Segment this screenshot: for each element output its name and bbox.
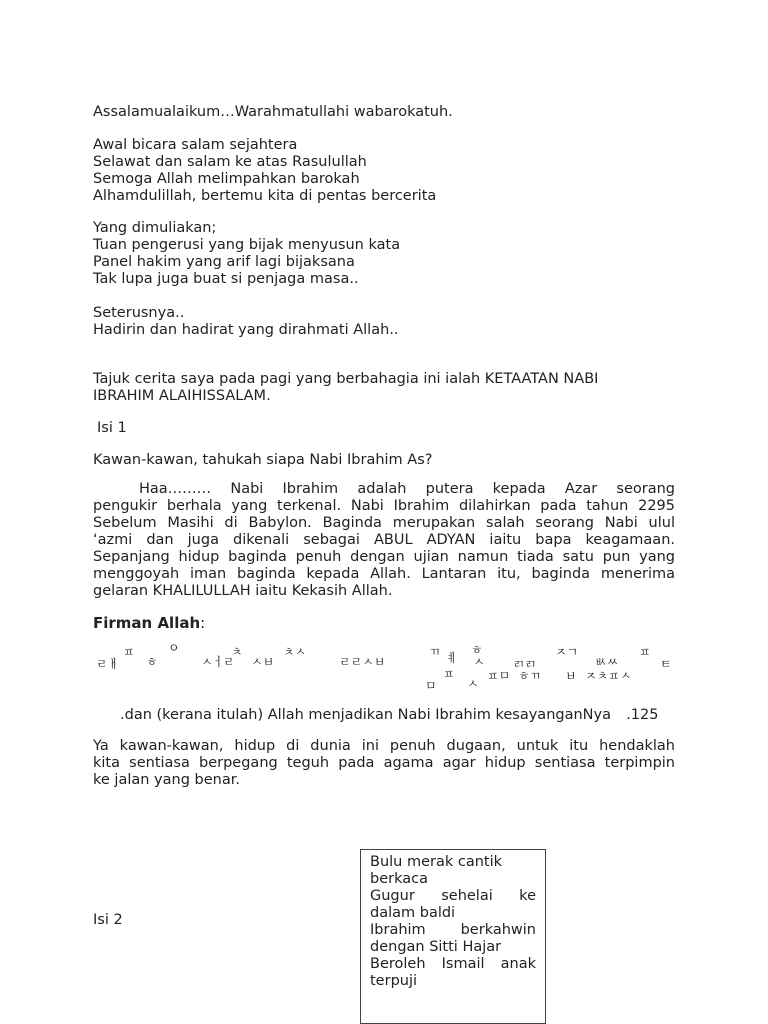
glyph: ㅈㄱ [555, 645, 579, 659]
closing-paragraph [93, 738, 675, 789]
pantun-line: Gugur sehelai ke [370, 888, 536, 904]
glyph: ㅎㄲ [518, 669, 542, 683]
opening-verse [93, 137, 675, 205]
pantun-line: Beroleh Ismail anak [370, 956, 536, 972]
glyph: ㅈㅊㅍㅅ [585, 669, 632, 683]
glyph: ㅄㅆ [595, 655, 619, 669]
story-title-line: Tajuk cerita saya pada pagi yang berbahagia ini ialah KETAATAN NABI [93, 371, 599, 387]
paragraph-line: pengukir berhala yang terkenal. Nabi Ibrahim dilahirkan pada tahun 2295 [93, 498, 675, 514]
question [93, 452, 675, 469]
glyph: ㅅㅂ [251, 655, 275, 669]
pantun-line: terpuji [370, 973, 418, 989]
opening-verse-line: Alhamdulillah, bertemu kita di pentas bercerita [93, 188, 437, 204]
salutation-line: Panel hakim yang arif lagi bijaksana [93, 254, 355, 270]
isi1-heading [97, 420, 127, 437]
paragraph-line: Sepanjang hidup baginda penuh dengan ujian namun tiada satu pun yang [93, 549, 675, 565]
glyph: ㅖ [446, 651, 458, 665]
paragraph-line: menggoyah iman baginda kepada Allah. Lantaran itu, baginda menerima [93, 566, 675, 582]
verse-number: .125 [626, 707, 659, 723]
glyph: ㅇ [168, 641, 180, 655]
glyph: ㅌ [660, 657, 672, 671]
opening-verse-line: Selawat dan salam ke atas Rasulullah [93, 154, 367, 170]
glyph: ㅎ [471, 643, 483, 657]
salutation-line: Yang dimuliakan; [93, 220, 217, 236]
glyph: ㄺㄺ [513, 657, 537, 671]
salutation-line: Tak lupa juga buat si penjaga masa.. [93, 271, 359, 287]
paragraph-line: gelaran KHALILULLAH iaitu Kekasih Allah. [93, 583, 393, 599]
translation-text: .dan (kerana itulah) Allah menjadikan Nabi Ibrahim kesayanganNya [120, 707, 611, 723]
pantun-line: dalam baldi [370, 905, 456, 921]
story-title [93, 371, 675, 405]
paragraph-line: Sebelum Masihi di Babylon. Baginda merupakan salah seorang Nabi ulul [93, 515, 675, 531]
glyph: ㄹㄹㅅㅂ [339, 655, 386, 669]
pantun-line: dengan Sitti Hajar [370, 939, 502, 955]
firman-colon: : [200, 614, 206, 632]
closing-line: kita sentiasa berpegang teguh pada agama agar hidup sentiasa terpimpin [93, 755, 675, 771]
glyph: ㄹㅐ [96, 657, 120, 671]
isi2-heading [93, 912, 123, 929]
glyph: ㅊㅅ [283, 645, 307, 659]
pantun-line: berkaca [370, 871, 428, 887]
glyph: ㅅ [473, 655, 485, 669]
closing-line: ke jalan yang benar. [93, 772, 240, 788]
paragraph-line: ‘azmi dan juga dikenali sebagai ABUL ADYAN iaitu bapa keagamaan. [93, 532, 675, 548]
greeting [93, 104, 675, 121]
continuation [93, 305, 675, 339]
glyph: ㄹ [223, 655, 235, 669]
question-text: Kawan-kawan, tahukah siapa Nabi Ibrahim As? [93, 452, 433, 468]
salutation-line: Tuan pengerusi yang bijak menyusun kata [93, 237, 401, 253]
greeting-text: Assalamualaikum…Warahmatullahi wabarokatuh. [93, 104, 453, 120]
firman-heading [93, 615, 205, 632]
glyph: ㅍ [639, 645, 651, 659]
pantun-line: Ibrahim berkahwin [370, 922, 536, 938]
glyph: ㅍ [123, 645, 135, 659]
paragraph-line: Haa……… Nabi Ibrahim adalah putera kepada Azar seorang [139, 481, 675, 497]
isi2-heading-text: Isi 2 [93, 912, 123, 928]
story-title-line: IBRAHIM ALAIHISSALAM. [93, 388, 271, 404]
verse-glyphs [93, 641, 675, 693]
salutation [93, 220, 675, 288]
firman-label: Firman Allah [93, 614, 201, 632]
glyph: ㅁ [425, 679, 437, 693]
glyph: ㅅㅓ [201, 655, 225, 669]
glyph: ㅅ [467, 677, 479, 691]
opening-verse-line: Semoga Allah melimpahkan barokah [93, 171, 360, 187]
glyph: ㅂ [565, 669, 577, 683]
opening-verse-line: Awal bicara salam sejahtera [93, 137, 298, 153]
glyph: ㅍ [443, 667, 455, 681]
glyph: ㅍㅁ [487, 669, 511, 683]
pantun-line: Bulu merak cantik [370, 854, 503, 870]
glyph: ㄲ [429, 645, 441, 659]
pantun-box [360, 849, 546, 1024]
isi1-heading-text: Isi 1 [97, 420, 127, 436]
continuation-line: Seterusnya.. [93, 305, 185, 321]
verse-translation [120, 707, 659, 724]
glyph: ㅊ [231, 645, 243, 659]
paragraph-1 [93, 481, 675, 600]
glyph: ㅎ [146, 655, 158, 669]
continuation-line: Hadirin dan hadirat yang dirahmati Allah.. [93, 322, 399, 338]
closing-line: Ya kawan-kawan, hidup di dunia ini penuh dugaan, untuk itu hendaklah [93, 738, 675, 754]
